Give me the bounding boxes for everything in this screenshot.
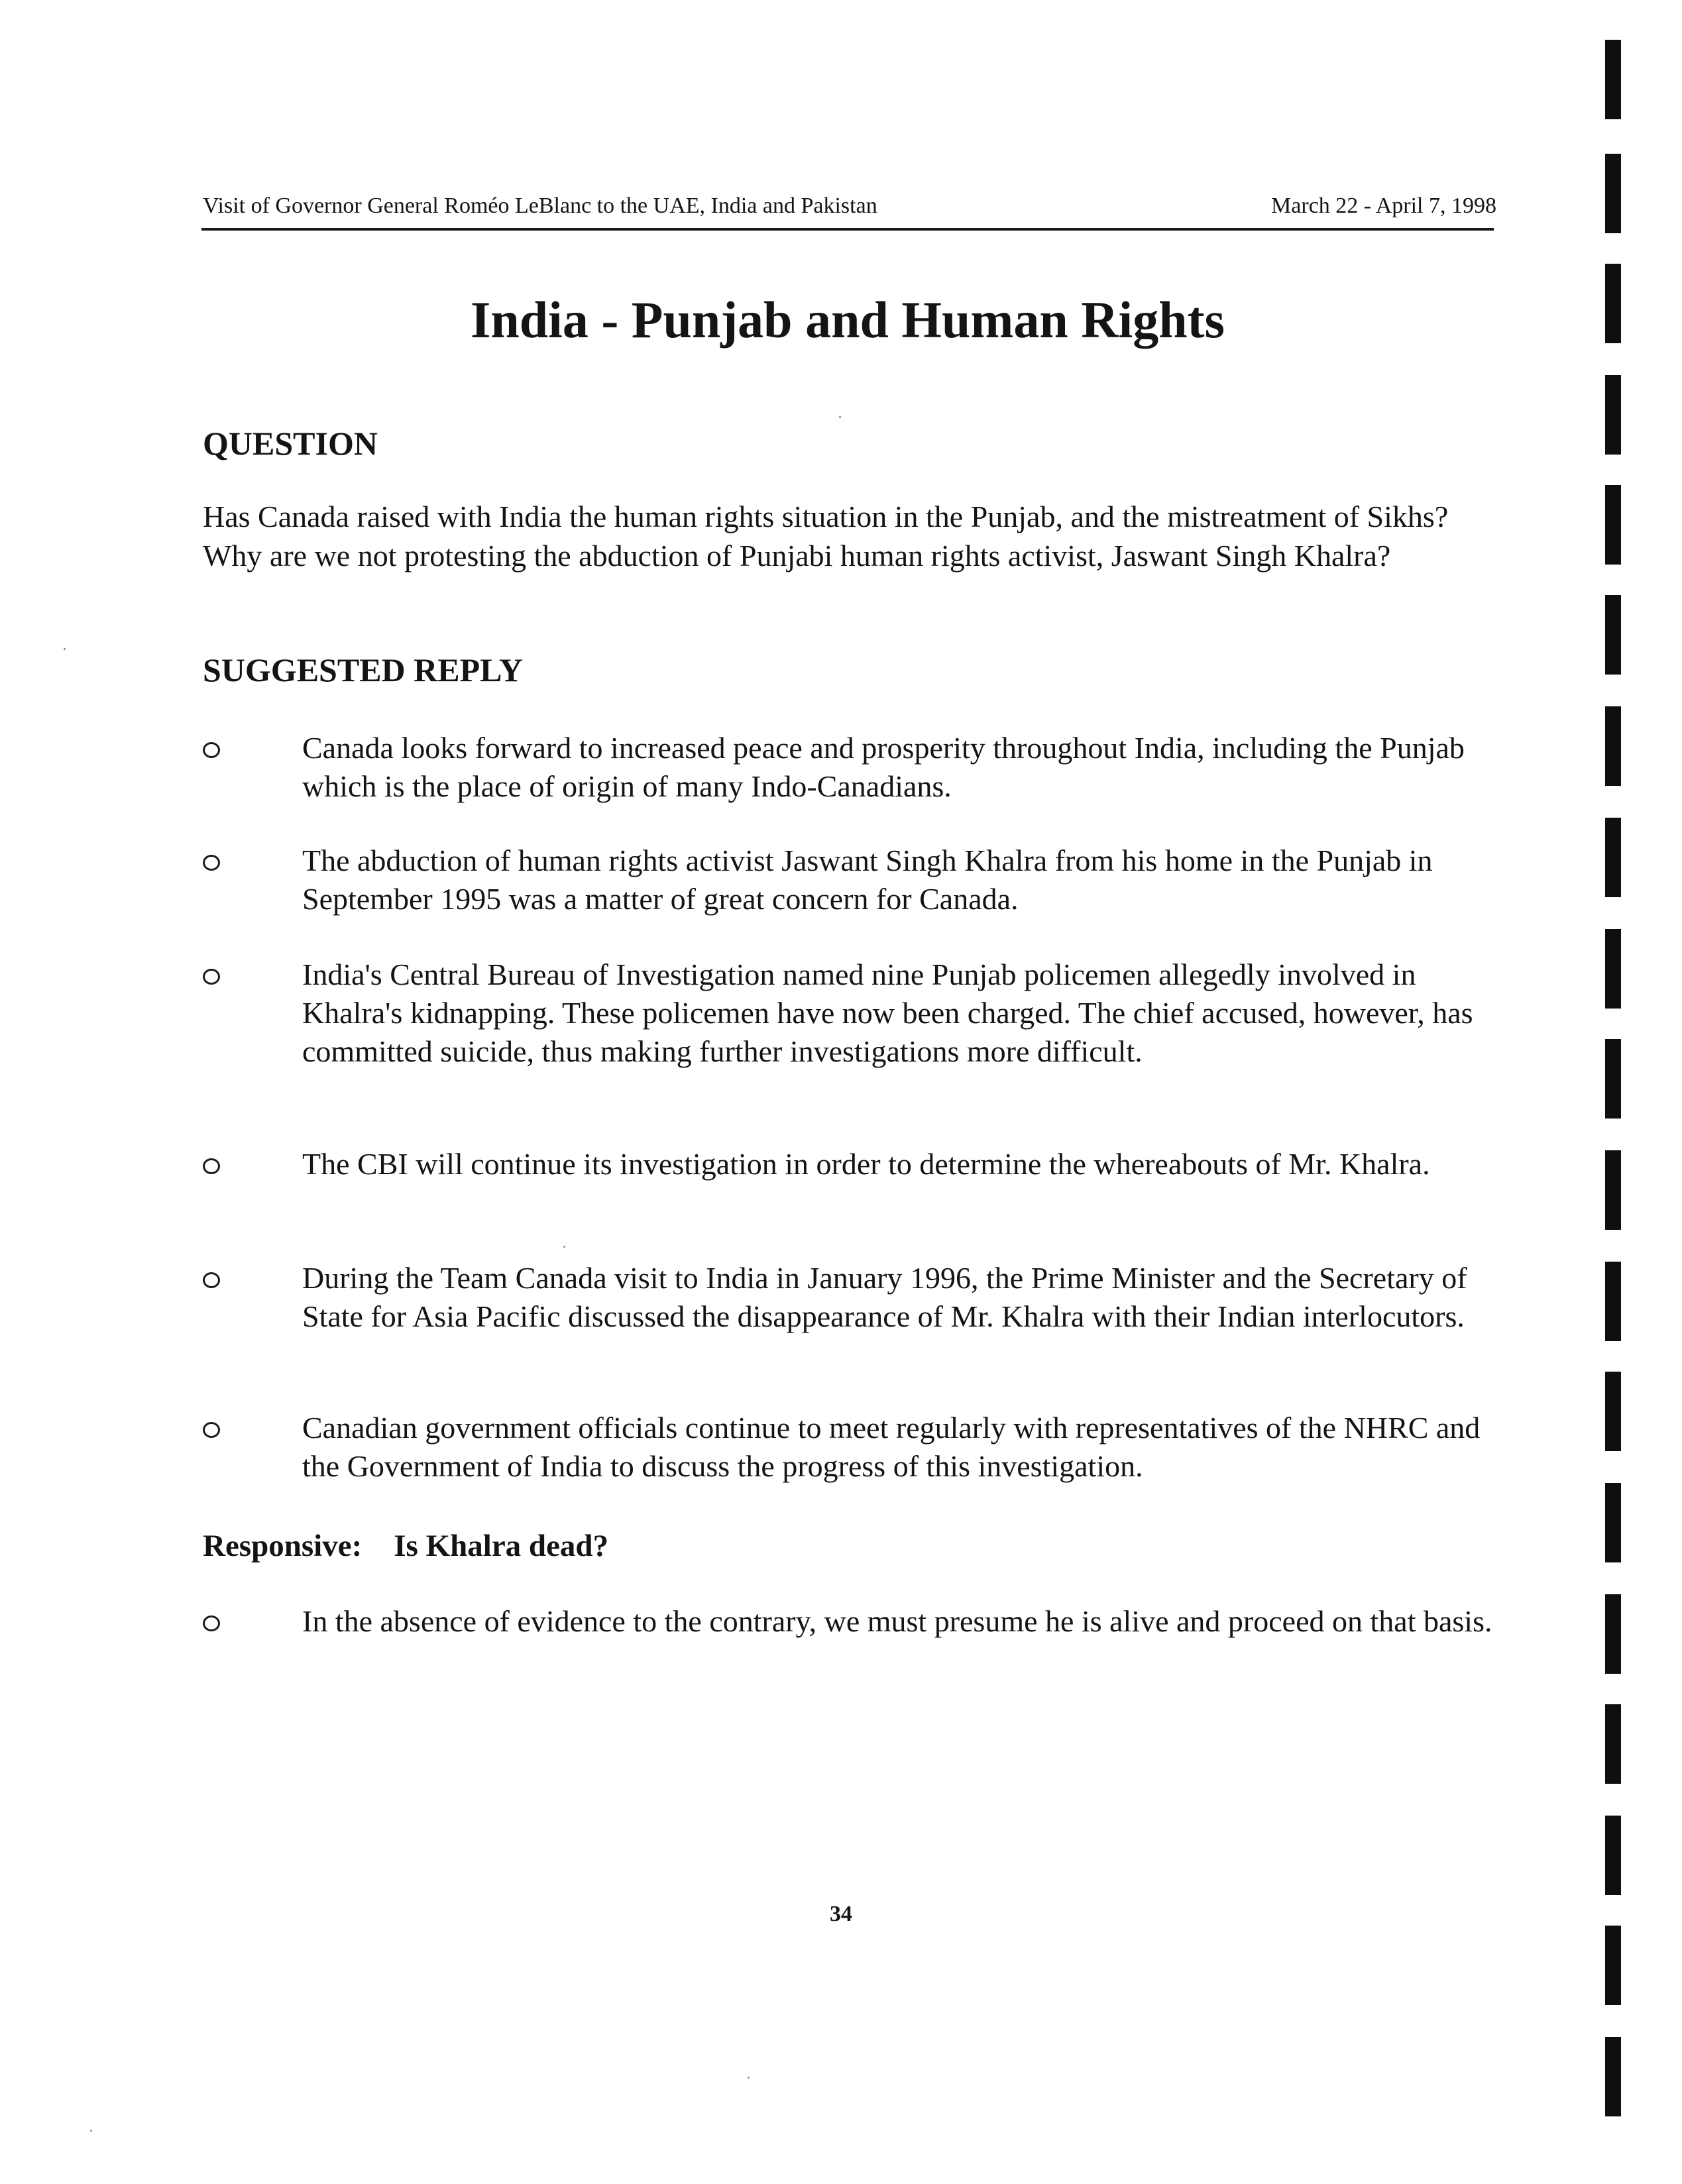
- running-header-date: March 22 - April 7, 1998: [1271, 193, 1496, 218]
- margin-mark: [1605, 2037, 1621, 2116]
- bullet-circle-icon: [203, 1158, 220, 1174]
- scan-speck: [748, 2077, 750, 2079]
- bullet-circle-icon: [203, 855, 220, 871]
- bullet-circle-icon: [203, 1272, 220, 1288]
- reply-bullet-4: The CBI will continue its investigation in order to determine the whereabouts of Mr. Khalra.: [302, 1147, 1430, 1181]
- reply-bullet-5: During the Team Canada visit to India in January 1996, the Prime Minister and the Secretary of State for Asia Pacific discussed the disappearance of Mr. Khalra with their Indian interlocutors.: [302, 1261, 1467, 1333]
- scan-speck: [839, 416, 841, 418]
- margin-mark: [1605, 1816, 1621, 1895]
- bullet-circle-icon: [203, 1615, 220, 1631]
- bullet-circle-icon: [203, 742, 220, 758]
- margin-mark: [1605, 818, 1621, 897]
- reply-bullet-1: Canada looks forward to increased peace and prosperity throughout India, including the Punjab which is the place of origin of many Indo-Canadians.: [302, 731, 1465, 803]
- page-number: 34: [830, 1902, 852, 1926]
- question-heading: QUESTION: [203, 425, 378, 462]
- margin-mark: [1605, 1926, 1621, 2005]
- responsive-bullet-1: In the absence of evidence to the contrary, we must presume he is alive and proceed on that basis.: [302, 1604, 1492, 1638]
- margin-mark: [1605, 706, 1621, 786]
- margin-mark: [1605, 1039, 1621, 1119]
- suggested-reply-heading: SUGGESTED REPLY: [203, 651, 524, 688]
- margin-mark: [1605, 1150, 1621, 1230]
- margin-mark: [1605, 1372, 1621, 1451]
- running-header-title: Visit of Governor General Roméo LeBlanc to the UAE, India and Pakistan: [203, 193, 877, 218]
- margin-mark: [1605, 1704, 1621, 1784]
- margin-mark: [1605, 1262, 1621, 1341]
- responsive-heading: [203, 1528, 608, 1564]
- margin-mark: [1605, 1483, 1621, 1562]
- scan-speck: [563, 1246, 565, 1248]
- reply-bullet-6: Canadian government officials continue to meet regularly with representatives of the NHRC and the Government of India to discuss the progress of this investigation.: [302, 1411, 1481, 1483]
- page-title: India - Punjab and Human Rights: [471, 291, 1225, 349]
- question-text: Has Canada raised with India the human rights situation in the Punjab, and the mistreatment of Sikhs? Why are we not protesting the abduction of Punjabi human rights activist, Jaswant Singh Khalra?: [203, 500, 1449, 573]
- margin-mark: [1605, 375, 1621, 455]
- scan-speck: [64, 648, 66, 650]
- margin-mark: [1605, 595, 1621, 675]
- scan-speck: [90, 2130, 92, 2132]
- reply-bullet-2: The abduction of human rights activist Jaswant Singh Khalra from his home in the Punjab in September 1995 was a matter of great concern for Canada.: [302, 844, 1433, 916]
- margin-mark: [1605, 40, 1621, 119]
- margin-mark: [1605, 264, 1621, 343]
- reply-bullet-3: India's Central Bureau of Investigation named nine Punjab policemen allegedly involved in Khalra's kidnapping. These policemen have now been charged. The chief accused, however, has committed suicide, thus making further investigations more difficult.: [302, 957, 1473, 1068]
- margin-mark: [1605, 154, 1621, 233]
- margin-mark: [1605, 1594, 1621, 1674]
- responsive-label: Responsive:: [203, 1529, 363, 1563]
- bullet-circle-icon: [203, 969, 220, 985]
- margin-mark: [1605, 929, 1621, 1009]
- responsive-question: Is Khalra dead?: [394, 1529, 609, 1563]
- bullet-circle-icon: [203, 1422, 220, 1438]
- header-divider: [201, 228, 1494, 231]
- margin-mark: [1605, 485, 1621, 565]
